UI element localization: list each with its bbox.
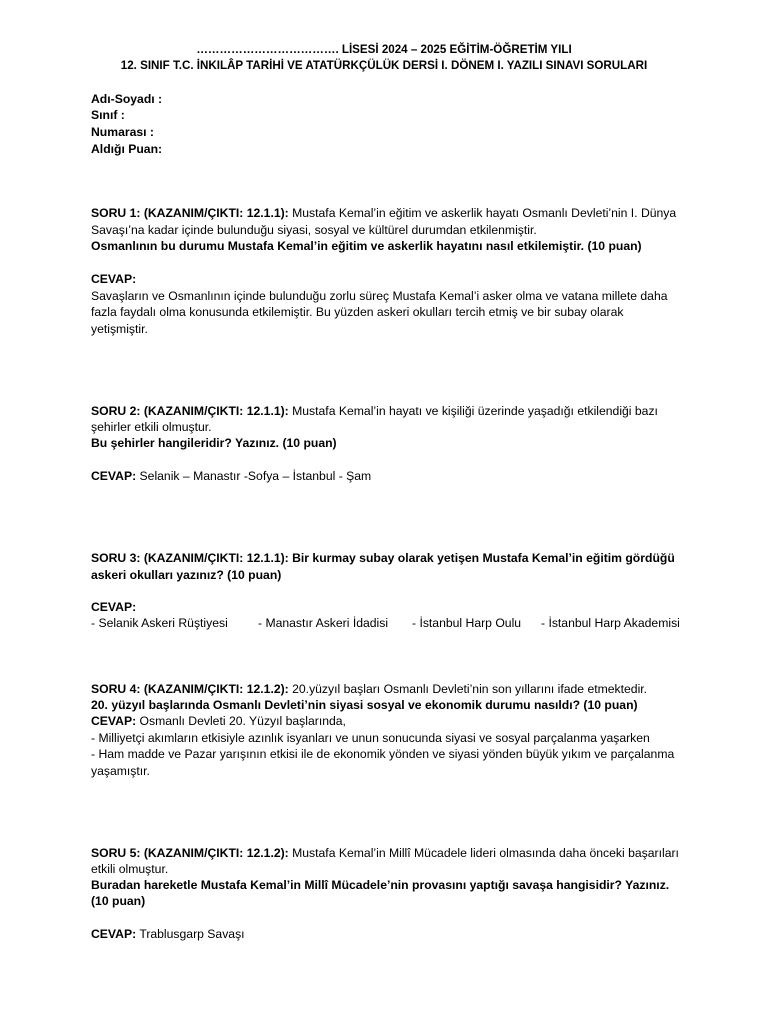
answer-1-line2: fazla faydalı olma konusunda etkilemiştir. Bu yüzden askeri okulları tercih etmiş ve bir subay olarak	[91, 305, 624, 319]
answer-3-item-3: - İstanbul Harp Oulu	[412, 616, 522, 630]
exam-header-line2: 12. SINIF T.C. İNKILÂP TARİHİ VE ATATÜRKÇÜLÜK DERSİ I. DÖNEM I. YAZILI SINAVI SORULARI	[120, 59, 648, 72]
question-5-label: SORU 5: (KAZANIM/ÇIKTI: 12.1.2):	[91, 846, 289, 860]
answer-4	[91, 713, 346, 730]
question-4-text	[91, 681, 647, 698]
question-1-text-line1: Mustafa Kemal’in eğitim ve askerlik hayatı Osmanlı Devleti’nin I. Dünya	[288, 206, 677, 220]
answer-3-item-4: - İstanbul Harp Akademisi	[541, 616, 680, 630]
answer-3-label: CEVAP:	[91, 600, 137, 614]
question-2-prompt: Bu şehirler hangileridir? Yazınız. (10 puan)	[91, 436, 337, 450]
answer-1-line3: yetişmiştir.	[91, 322, 148, 336]
question-3-label: SORU 3: (KAZANIM/ÇIKTI: 12.1.1):	[91, 551, 289, 565]
answer-4-line3: yaşamıştır.	[91, 764, 150, 778]
answer-1-line1: Savaşların ve Osmanlının içinde bulunduğu zorlu süreç Mustafa Kemal’i asker olma ve vatana millete daha	[91, 289, 668, 303]
answer-5-label: CEVAP:	[91, 927, 137, 941]
question-5-text-line2: etkili olmuştur.	[91, 862, 169, 876]
answer-2-text: Selanik – Manastır -Sofya – İstanbul - Şam	[136, 469, 372, 483]
exam-header-line1: ………………………………. LİSESİ 2024 – 2025 EĞİTİM-ÖĞRETİM YILI	[196, 43, 572, 56]
question-5-text	[91, 845, 679, 862]
question-1-prompt: Osmanlının bu durumu Mustafa Kemal’in eğitim ve askerlik hayatını nasıl etkilemiştir. (10 puan)	[91, 239, 642, 253]
question-5-text-line1: Mustafa Kemal’in Millî Mücadele lideri olmasında daha önceki başarıları	[288, 846, 679, 860]
question-4-text-line: 20.yüzyıl başları Osmanlı Devleti’nin son yıllarını ifade etmektedir.	[288, 682, 648, 696]
answer-5	[91, 926, 245, 943]
question-3-prompt-line2: askeri okulları yazınız? (10 puan)	[91, 568, 282, 582]
question-1-label: SORU 1: (KAZANIM/ÇIKTI: 12.1.1):	[91, 206, 289, 220]
answer-2	[91, 468, 371, 485]
question-1-text-line2: Savaşı’na kadar içinde bulunduğu siyasi, sosyal ve kültürel durumdan etkilenmiştir.	[91, 223, 537, 237]
answer-4-intro: Osmanlı Devleti 20. Yüzyıl başlarında,	[136, 714, 346, 728]
question-4-label: SORU 4: (KAZANIM/ÇIKTI: 12.1.2):	[91, 682, 289, 696]
field-score: Aldığı Puan:	[91, 142, 163, 156]
answer-4-label: CEVAP:	[91, 714, 137, 728]
answer-1-label: CEVAP:	[91, 272, 137, 286]
answer-4-line2: - Ham madde ve Pazar yarışının etkisi ile de ekonomik yönden ve siyasi yönden büyük yıkım ve parçalanma	[91, 747, 675, 761]
question-3-prompt-line1: Bir kurmay subay olarak yetişen Mustafa Kemal’in eğitim gördüğü	[288, 551, 675, 565]
question-4-prompt: 20. yüzyıl başlarında Osmanlı Devleti’nin siyasi sosyal ve ekonomik durumu nasıldı? (10 puan)	[91, 698, 638, 712]
field-number: Numarası :	[91, 125, 154, 139]
answer-3-item-2: - Manastır Askeri İdadisi	[258, 616, 389, 630]
question-5-prompt-line1: Buradan hareketle Mustafa Kemal’in Millî Mücadele’nin provasını yaptığı savaşa hangisidir? Yazınız.	[91, 878, 670, 892]
question-3-text	[91, 550, 675, 567]
question-2-label: SORU 2: (KAZANIM/ÇIKTI: 12.1.1):	[91, 404, 289, 418]
answer-2-label: CEVAP:	[91, 469, 137, 483]
field-class: Sınıf :	[91, 108, 125, 122]
answer-3-item-1: - Selanik Askeri Rüştiyesi	[91, 616, 228, 630]
question-1-text	[91, 205, 676, 222]
answer-4-line1: - Milliyetçi akımların etkisiyle azınlık isyanları ve unun sonucunda siyasi ve sosyal parçalanma yaşarken	[91, 731, 650, 745]
question-2-text-line1: Mustafa Kemal’in hayatı ve kişiliği üzerinde yaşadığı etkilendiği bazı	[288, 404, 658, 418]
answer-5-text: Trablusgarp Savaşı	[136, 927, 245, 941]
question-2-text-line2: şehirler etkili olmuştur.	[91, 420, 212, 434]
question-2-text	[91, 403, 658, 420]
question-5-prompt-line2: (10 puan)	[91, 894, 146, 908]
field-name: Adı-Soyadı :	[91, 92, 163, 106]
